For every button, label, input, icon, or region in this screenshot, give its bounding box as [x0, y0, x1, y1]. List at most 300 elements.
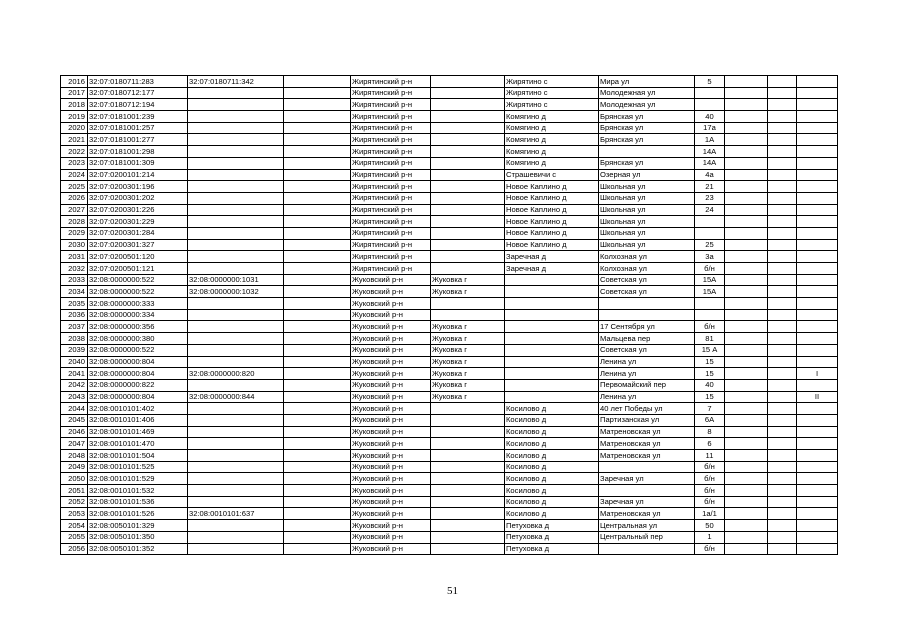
table-row [61, 146, 838, 158]
row-number-cell: 2020 [61, 122, 88, 134]
extra-col-3-cell [797, 216, 838, 228]
street-cell: Брянская ул [599, 122, 695, 134]
extra-col-3-cell [797, 227, 838, 239]
district-cell: Жирятинский р-н [351, 227, 431, 239]
sub-cadastral-number-cell [188, 99, 284, 111]
extra-col-3-cell [797, 473, 838, 485]
table-row [61, 438, 838, 450]
district-cell: Жуковский р-н [351, 379, 431, 391]
row-number-cell: 2027 [61, 204, 88, 216]
table-row [61, 531, 838, 543]
row-number-cell: 2016 [61, 76, 88, 88]
cadastral-number-cell: 32:07:0200301:196 [88, 181, 188, 193]
extra-column-cell [284, 426, 351, 438]
settlement-cell: Жирятино с [505, 76, 599, 88]
building-cell [725, 251, 768, 263]
street-cell [599, 461, 695, 473]
district-cell: Жуковский р-н [351, 309, 431, 321]
house-number-cell [695, 298, 725, 310]
extra-col-2-cell [768, 87, 797, 99]
house-number-cell: 8 [695, 426, 725, 438]
table-row [61, 169, 838, 181]
district-cell: Жирятинский р-н [351, 181, 431, 193]
extra-column-cell [284, 146, 351, 158]
building-cell [725, 368, 768, 380]
settlement-cell: Петуховка д [505, 531, 599, 543]
extra-column-cell [284, 216, 351, 228]
extra-col-3-cell [797, 157, 838, 169]
city-cell [431, 298, 505, 310]
extra-column-cell [284, 263, 351, 275]
district-cell: Жуковский р-н [351, 333, 431, 345]
extra-column-cell [284, 122, 351, 134]
extra-column-cell [284, 157, 351, 169]
sub-cadastral-number-cell: 32:07:0180711:342 [188, 76, 284, 88]
street-cell: Матреновская ул [599, 508, 695, 520]
city-cell [431, 531, 505, 543]
settlement-cell [505, 298, 599, 310]
house-number-cell: б/н [695, 485, 725, 497]
house-number-cell [695, 309, 725, 321]
district-cell: Жирятинский р-н [351, 122, 431, 134]
extra-column-cell [284, 485, 351, 497]
house-number-cell: 15 [695, 391, 725, 403]
house-number-cell: 15 [695, 356, 725, 368]
sub-cadastral-number-cell [188, 204, 284, 216]
cadastral-number-cell: 32:07:0200301:202 [88, 192, 188, 204]
street-cell: Ленина ул [599, 356, 695, 368]
row-number-cell: 2046 [61, 426, 88, 438]
city-cell [431, 496, 505, 508]
settlement-cell: Косилово д [505, 461, 599, 473]
sub-cadastral-number-cell [188, 216, 284, 228]
cadastral-number-cell: 32:07:0181001:277 [88, 134, 188, 146]
sub-cadastral-number-cell [188, 181, 284, 193]
sub-cadastral-number-cell [188, 251, 284, 263]
extra-col-3-cell [797, 414, 838, 426]
street-cell: Мира ул [599, 76, 695, 88]
table-row [61, 426, 838, 438]
house-number-cell [695, 216, 725, 228]
extra-col-2-cell [768, 146, 797, 158]
building-cell [725, 321, 768, 333]
street-cell: Центральный пер [599, 531, 695, 543]
district-cell: Жирятинский р-н [351, 263, 431, 275]
sub-cadastral-number-cell: 32:08:0000000:1031 [188, 274, 284, 286]
sub-cadastral-number-cell [188, 87, 284, 99]
settlement-cell: Страшевичи с [505, 169, 599, 181]
settlement-cell [505, 391, 599, 403]
street-cell: Заречная ул [599, 473, 695, 485]
extra-col-3-cell [797, 438, 838, 450]
cadastral-number-cell: 32:08:0010101:529 [88, 473, 188, 485]
street-cell: Озерная ул [599, 169, 695, 181]
table-row [61, 321, 838, 333]
street-cell: Школьная ул [599, 204, 695, 216]
sub-cadastral-number-cell [188, 485, 284, 497]
house-number-cell: б/н [695, 496, 725, 508]
row-number-cell: 2030 [61, 239, 88, 251]
city-cell [431, 309, 505, 321]
district-cell: Жирятинский р-н [351, 239, 431, 251]
extra-col-2-cell [768, 485, 797, 497]
cadastral-number-cell: 32:07:0180711:283 [88, 76, 188, 88]
extra-column-cell [284, 99, 351, 111]
table-row [61, 344, 838, 356]
cadastral-number-cell: 32:07:0181001:257 [88, 122, 188, 134]
sub-cadastral-number-cell [188, 239, 284, 251]
settlement-cell: Комягино д [505, 146, 599, 158]
extra-col-3-cell [797, 134, 838, 146]
table-row [61, 414, 838, 426]
extra-col-3-cell [797, 309, 838, 321]
extra-column-cell [284, 414, 351, 426]
row-number-cell: 2024 [61, 169, 88, 181]
extra-col-3-cell [797, 321, 838, 333]
district-cell: Жуковский р-н [351, 508, 431, 520]
extra-col-2-cell [768, 379, 797, 391]
table-row [61, 508, 838, 520]
building-cell [725, 520, 768, 532]
city-cell [431, 99, 505, 111]
sub-cadastral-number-cell [188, 414, 284, 426]
extra-column-cell [284, 531, 351, 543]
district-cell: Жирятинский р-н [351, 76, 431, 88]
extra-column-cell [284, 87, 351, 99]
table-row [61, 333, 838, 345]
house-number-cell: 6 [695, 438, 725, 450]
settlement-cell: Петуховка д [505, 543, 599, 555]
sub-cadastral-number-cell [188, 309, 284, 321]
table-row [61, 227, 838, 239]
table-row [61, 263, 838, 275]
row-number-cell: 2018 [61, 99, 88, 111]
building-cell [725, 473, 768, 485]
table-row [61, 251, 838, 263]
extra-col-2-cell [768, 368, 797, 380]
extra-col-2-cell [768, 321, 797, 333]
table-row [61, 450, 838, 462]
row-number-cell: 2042 [61, 379, 88, 391]
extra-col-2-cell [768, 333, 797, 345]
district-cell: Жирятинский р-н [351, 192, 431, 204]
sub-cadastral-number-cell [188, 263, 284, 275]
extra-column-cell [284, 496, 351, 508]
extra-column-cell [284, 450, 351, 462]
sub-cadastral-number-cell [188, 496, 284, 508]
extra-col-3-cell [797, 485, 838, 497]
row-number-cell: 2021 [61, 134, 88, 146]
settlement-cell [505, 356, 599, 368]
city-cell: Жуковка г [431, 333, 505, 345]
house-number-cell: 24 [695, 204, 725, 216]
table-row [61, 520, 838, 532]
district-cell: Жирятинский р-н [351, 204, 431, 216]
settlement-cell: Петуховка д [505, 520, 599, 532]
cadastral-number-cell: 32:07:0200301:226 [88, 204, 188, 216]
extra-col-3-cell [797, 111, 838, 123]
building-cell [725, 414, 768, 426]
district-cell: Жуковский р-н [351, 473, 431, 485]
building-cell [725, 344, 768, 356]
extra-col-2-cell [768, 426, 797, 438]
table-row [61, 99, 838, 111]
extra-column-cell [284, 379, 351, 391]
sub-cadastral-number-cell [188, 531, 284, 543]
extra-col-2-cell [768, 99, 797, 111]
row-number-cell: 2019 [61, 111, 88, 123]
city-cell [431, 239, 505, 251]
extra-col-3-cell [797, 286, 838, 298]
building-cell [725, 379, 768, 391]
extra-col-2-cell [768, 192, 797, 204]
sub-cadastral-number-cell [188, 192, 284, 204]
house-number-cell: 25 [695, 239, 725, 251]
row-number-cell: 2043 [61, 391, 88, 403]
settlement-cell: Жирятино с [505, 87, 599, 99]
building-cell [725, 76, 768, 88]
sub-cadastral-number-cell [188, 520, 284, 532]
extra-column-cell [284, 333, 351, 345]
sub-cadastral-number-cell [188, 379, 284, 391]
table-row [61, 309, 838, 321]
extra-column-cell [284, 134, 351, 146]
cadastral-number-cell: 32:08:0000000:356 [88, 321, 188, 333]
house-number-cell: 14А [695, 157, 725, 169]
city-cell: Жуковка г [431, 356, 505, 368]
cadastral-number-cell: 32:07:0181001:239 [88, 111, 188, 123]
extra-col-3-cell [797, 333, 838, 345]
row-number-cell: 2031 [61, 251, 88, 263]
sub-cadastral-number-cell [188, 450, 284, 462]
table-row [61, 192, 838, 204]
district-cell: Жирятинский р-н [351, 134, 431, 146]
extra-column-cell [284, 181, 351, 193]
street-cell: Центральная ул [599, 520, 695, 532]
district-cell: Жирятинский р-н [351, 146, 431, 158]
cadastral-number-cell: 32:08:0010101:406 [88, 414, 188, 426]
street-cell: Школьная ул [599, 181, 695, 193]
settlement-cell: Новое Каплино д [505, 227, 599, 239]
extra-col-2-cell [768, 111, 797, 123]
city-cell [431, 227, 505, 239]
street-cell: Советская ул [599, 344, 695, 356]
cadastral-number-cell: 32:08:0050101:350 [88, 531, 188, 543]
district-cell: Жуковский р-н [351, 274, 431, 286]
street-cell: Мальцева пер [599, 333, 695, 345]
city-cell [431, 508, 505, 520]
sub-cadastral-number-cell: 32:08:0000000:1032 [188, 286, 284, 298]
street-cell: Брянская ул [599, 157, 695, 169]
table-row [61, 76, 838, 88]
extra-col-2-cell [768, 251, 797, 263]
city-cell [431, 450, 505, 462]
building-cell [725, 192, 768, 204]
row-number-cell: 2025 [61, 181, 88, 193]
street-cell: Школьная ул [599, 239, 695, 251]
district-cell: Жуковский р-н [351, 426, 431, 438]
city-cell [431, 473, 505, 485]
building-cell [725, 274, 768, 286]
row-number-cell: 2051 [61, 485, 88, 497]
settlement-cell [505, 309, 599, 321]
city-cell: Жуковка г [431, 368, 505, 380]
row-number-cell: 2053 [61, 508, 88, 520]
cadastral-number-cell: 32:08:0000000:522 [88, 344, 188, 356]
house-number-cell: 6А [695, 414, 725, 426]
district-cell: Жуковский р-н [351, 485, 431, 497]
house-number-cell: 81 [695, 333, 725, 345]
extra-col-3-cell [797, 263, 838, 275]
district-cell: Жирятинский р-н [351, 251, 431, 263]
registry-table-body [61, 76, 838, 555]
row-number-cell: 2052 [61, 496, 88, 508]
extra-column-cell [284, 391, 351, 403]
house-number-cell: 50 [695, 520, 725, 532]
settlement-cell [505, 321, 599, 333]
sub-cadastral-number-cell [188, 461, 284, 473]
extra-column-cell [284, 298, 351, 310]
extra-column-cell [284, 251, 351, 263]
table-row [61, 485, 838, 497]
settlement-cell: Заречная д [505, 263, 599, 275]
extra-col-2-cell [768, 508, 797, 520]
street-cell [599, 309, 695, 321]
city-cell [431, 216, 505, 228]
extra-col-3-cell [797, 146, 838, 158]
extra-column-cell [284, 321, 351, 333]
extra-column-cell [284, 356, 351, 368]
row-number-cell: 2039 [61, 344, 88, 356]
street-cell: Матреновская ул [599, 450, 695, 462]
settlement-cell: Комягино д [505, 157, 599, 169]
settlement-cell [505, 379, 599, 391]
city-cell [431, 181, 505, 193]
building-cell [725, 122, 768, 134]
city-cell: Жуковка г [431, 379, 505, 391]
table-row [61, 298, 838, 310]
building-cell [725, 298, 768, 310]
row-number-cell: 2032 [61, 263, 88, 275]
row-number-cell: 2048 [61, 450, 88, 462]
building-cell [725, 333, 768, 345]
extra-column-cell [284, 403, 351, 415]
extra-col-3-cell [797, 531, 838, 543]
city-cell: Жуковка г [431, 286, 505, 298]
house-number-cell: 15А [695, 274, 725, 286]
extra-col-2-cell [768, 450, 797, 462]
row-number-cell: 2037 [61, 321, 88, 333]
cadastral-number-cell: 32:07:0200301:229 [88, 216, 188, 228]
extra-column-cell [284, 286, 351, 298]
extra-col-3-cell [797, 543, 838, 555]
cadastral-number-cell: 32:08:0000000:822 [88, 379, 188, 391]
house-number-cell: 1а/1 [695, 508, 725, 520]
cadastral-number-cell: 32:07:0181001:298 [88, 146, 188, 158]
extra-col-2-cell [768, 543, 797, 555]
sub-cadastral-number-cell [188, 146, 284, 158]
extra-column-cell [284, 111, 351, 123]
city-cell [431, 146, 505, 158]
city-cell [431, 87, 505, 99]
extra-col-3-cell [797, 426, 838, 438]
settlement-cell: Косилово д [505, 426, 599, 438]
house-number-cell: 5 [695, 76, 725, 88]
sub-cadastral-number-cell [188, 543, 284, 555]
extra-col-2-cell [768, 414, 797, 426]
table-row [61, 403, 838, 415]
building-cell [725, 157, 768, 169]
settlement-cell: Косилово д [505, 496, 599, 508]
table-row [61, 181, 838, 193]
house-number-cell: б/н [695, 461, 725, 473]
extra-col-3-cell [797, 379, 838, 391]
cadastral-number-cell: 32:08:0050101:329 [88, 520, 188, 532]
table-row [61, 379, 838, 391]
city-cell: Жуковка г [431, 344, 505, 356]
extra-col-3-cell [797, 204, 838, 216]
extra-col-2-cell [768, 391, 797, 403]
row-number-cell: 2050 [61, 473, 88, 485]
row-number-cell: 2034 [61, 286, 88, 298]
settlement-cell: Комягино д [505, 122, 599, 134]
district-cell: Жуковский р-н [351, 344, 431, 356]
house-number-cell: б/н [695, 473, 725, 485]
cadastral-number-cell: 32:08:0010101:402 [88, 403, 188, 415]
settlement-cell: Косилово д [505, 473, 599, 485]
city-cell [431, 134, 505, 146]
building-cell [725, 496, 768, 508]
settlement-cell: Новое Каплино д [505, 204, 599, 216]
city-cell [431, 204, 505, 216]
house-number-cell: 11 [695, 450, 725, 462]
extra-column-cell [284, 309, 351, 321]
cadastral-number-cell: 32:07:0181001:309 [88, 157, 188, 169]
extra-col-3-cell [797, 344, 838, 356]
sub-cadastral-number-cell [188, 426, 284, 438]
row-number-cell: 2022 [61, 146, 88, 158]
settlement-cell [505, 344, 599, 356]
sub-cadastral-number-cell [188, 169, 284, 181]
extra-col-2-cell [768, 274, 797, 286]
street-cell: Брянская ул [599, 134, 695, 146]
cadastral-number-cell: 32:08:0010101:470 [88, 438, 188, 450]
extra-col-3-cell [797, 298, 838, 310]
extra-column-cell [284, 368, 351, 380]
building-cell [725, 543, 768, 555]
street-cell: 17 Сентября ул [599, 321, 695, 333]
extra-column-cell [284, 76, 351, 88]
extra-column-cell [284, 169, 351, 181]
city-cell [431, 461, 505, 473]
city-cell [431, 414, 505, 426]
extra-col-3-cell [797, 76, 838, 88]
district-cell: Жуковский р-н [351, 391, 431, 403]
cadastral-number-cell: 32:08:0000000:380 [88, 333, 188, 345]
extra-col-2-cell [768, 181, 797, 193]
district-cell: Жирятинский р-н [351, 111, 431, 123]
district-cell: Жирятинский р-н [351, 99, 431, 111]
settlement-cell: Новое Каплино д [505, 192, 599, 204]
city-cell [431, 426, 505, 438]
house-number-cell: 40 [695, 379, 725, 391]
table-row [61, 368, 838, 380]
sub-cadastral-number-cell: 32:08:0000000:820 [188, 368, 284, 380]
building-cell [725, 204, 768, 216]
extra-col-3-cell [797, 192, 838, 204]
sub-cadastral-number-cell [188, 157, 284, 169]
building-cell [725, 134, 768, 146]
